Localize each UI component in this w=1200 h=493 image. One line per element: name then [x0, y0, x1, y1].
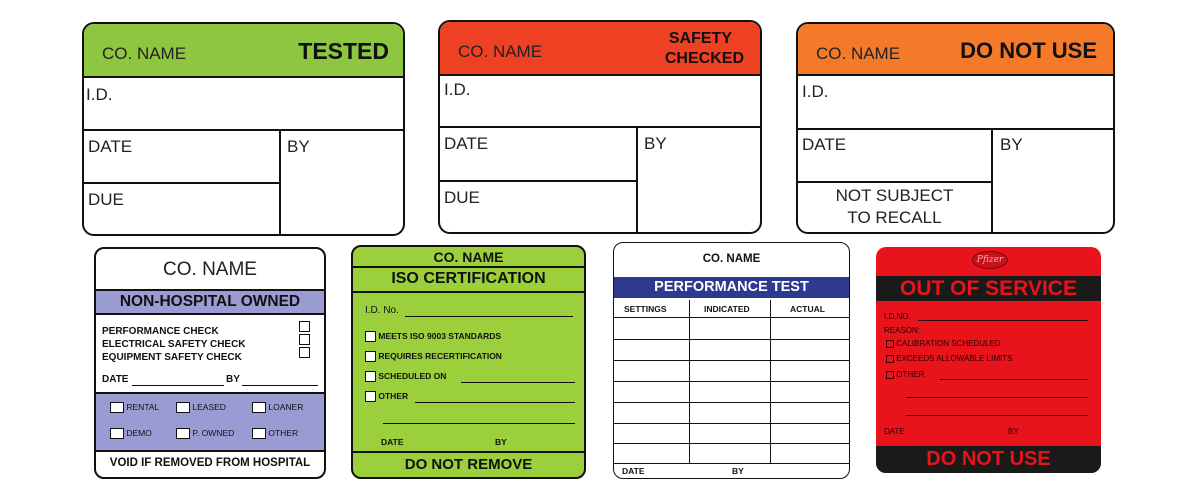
option-label: OTHER — [896, 370, 925, 379]
check-row — [102, 321, 312, 337]
do-not-use-label — [796, 22, 1115, 234]
by-field-label: BY — [226, 374, 240, 385]
table-row-line — [614, 402, 849, 403]
by-field-label: BY — [644, 134, 667, 153]
due-field-label: DUE — [444, 188, 480, 207]
column-header: ACTUAL — [790, 304, 825, 314]
by-field-label: BY — [1008, 427, 1019, 436]
checkbox[interactable] — [176, 402, 190, 413]
checkbox[interactable] — [252, 428, 266, 439]
by-field-label: BY — [732, 466, 744, 476]
id-field-label: I.D.NO. — [884, 312, 911, 321]
checkbox[interactable] — [886, 355, 894, 363]
footer-text: DO NOT REMOVE — [404, 456, 533, 473]
option-demo[interactable] — [110, 428, 152, 439]
option-label: LOANER — [268, 402, 304, 412]
company-name: CO. NAME — [163, 259, 257, 280]
due-field-label: DUE — [88, 190, 124, 209]
checkbox[interactable] — [176, 428, 190, 439]
divider — [84, 129, 403, 131]
checkbox[interactable] — [299, 334, 310, 345]
checkbox[interactable] — [110, 428, 124, 439]
performance-test-label — [613, 242, 850, 479]
logo-text: Pfizer — [976, 255, 1004, 265]
table-row-line — [614, 339, 849, 340]
item-label: REQUIRES RECERTIFICATION — [378, 351, 502, 361]
iso-certification-label — [351, 245, 586, 479]
checkbox[interactable] — [299, 321, 310, 332]
blank-line — [906, 397, 1088, 398]
id-field-label: I.D. — [444, 80, 471, 99]
divider — [991, 128, 993, 232]
divider — [636, 126, 638, 232]
date-field-label: DATE — [802, 135, 847, 154]
id-field-label: I.D. — [802, 82, 829, 101]
column-header: SETTINGS — [624, 304, 667, 314]
recall-note-line-1: NOT SUBJECT — [835, 186, 954, 205]
option-leased[interactable] — [176, 402, 226, 413]
divider — [84, 182, 280, 184]
check-label: ELECTRICAL SAFETY CHECK — [102, 339, 246, 350]
title-text: OUT OF SERVICE — [900, 277, 1077, 300]
table-row-line — [614, 381, 849, 382]
by-line — [242, 385, 318, 386]
title-text: ISO CERTIFICATION — [391, 270, 546, 287]
date-field-label: DATE — [622, 466, 645, 476]
checkbox[interactable] — [299, 347, 310, 358]
blank-line — [906, 415, 1088, 416]
reason-option[interactable] — [886, 339, 1001, 348]
option-label: LEASED — [192, 402, 226, 412]
check-label: PERFORMANCE CHECK — [102, 326, 219, 337]
checkbox[interactable] — [110, 402, 124, 413]
divider — [440, 180, 637, 182]
table-row-line — [614, 360, 849, 361]
safety-header — [440, 22, 760, 76]
id-line — [918, 320, 1088, 321]
option-label: DEMO — [126, 428, 152, 438]
status-text: DO NOT USE — [960, 38, 1097, 63]
item-label: OTHER — [378, 391, 409, 401]
checkbox[interactable] — [886, 340, 894, 348]
iso-item[interactable] — [365, 391, 408, 402]
table-row-line — [614, 443, 849, 444]
divider — [798, 181, 992, 183]
option-label: CALIBRATION SCHEDULED — [896, 339, 1001, 348]
id-field-label: I.D. No. — [365, 305, 399, 316]
by-field-label: BY — [1000, 135, 1023, 154]
checkbox[interactable] — [365, 371, 376, 382]
table-header-row — [614, 300, 849, 318]
reason-option[interactable] — [886, 354, 1012, 363]
company-name: CO. NAME — [816, 44, 901, 63]
logo-oval — [972, 251, 1008, 269]
scheduled-line — [461, 382, 575, 383]
date-field-label: DATE — [381, 437, 404, 447]
status-line-1: SAFETY — [668, 30, 732, 47]
non-hospital-owned-label — [94, 247, 326, 479]
check-row — [102, 334, 312, 350]
iso-item[interactable] — [365, 351, 502, 362]
option-label: P. OWNED — [192, 428, 235, 438]
footer-text: VOID IF REMOVED FROM HOSPITAL — [109, 457, 311, 469]
other-line — [415, 402, 575, 403]
check-list — [102, 321, 312, 363]
title-band — [96, 289, 324, 315]
recall-note — [798, 185, 991, 229]
other-line — [940, 379, 1088, 380]
iso-item[interactable] — [365, 371, 446, 382]
option-label: RENTAL — [126, 402, 160, 412]
footer-text: DO NOT USE — [926, 448, 1051, 470]
reason-option[interactable] — [886, 370, 924, 379]
id-field-label: I.D. — [86, 85, 113, 104]
check-label: EQUIPMENT SAFETY CHECK — [102, 352, 242, 363]
ownership-options — [96, 392, 324, 452]
item-label: SCHEDULED ON — [378, 371, 447, 381]
by-field-label: BY — [495, 437, 507, 447]
divider — [798, 128, 1113, 130]
option-rental[interactable] — [110, 402, 159, 413]
option-label: EXCEEDS ALLOWABLE LIMITS — [896, 354, 1013, 363]
footer-band — [876, 446, 1101, 473]
tested-label — [82, 22, 405, 236]
divider — [353, 291, 584, 293]
out-of-service-label — [876, 247, 1101, 473]
tested-header — [84, 24, 403, 78]
date-field-label: DATE — [444, 134, 489, 153]
reason-label: REASON: — [884, 326, 921, 335]
blank-line — [383, 423, 575, 424]
iso-item[interactable] — [365, 331, 501, 342]
company-name: CO. NAME — [433, 249, 504, 265]
company-name: CO. NAME — [702, 253, 761, 265]
column-header: INDICATED — [704, 304, 750, 314]
divider — [353, 266, 584, 268]
status-text: TESTED — [298, 38, 389, 64]
title-text: NON-HOSPITAL OWNED — [119, 293, 301, 310]
safety-checked-label — [438, 20, 762, 234]
table-row-line — [614, 423, 849, 424]
checkbox[interactable] — [365, 391, 376, 402]
table-row-line — [614, 463, 849, 464]
check-row — [102, 347, 312, 363]
status-line-2: CHECKED — [664, 50, 744, 67]
date-field-label: DATE — [88, 137, 133, 156]
id-line — [405, 316, 573, 317]
company-name: CO. NAME — [458, 42, 543, 61]
option-label: OTHER — [268, 428, 299, 438]
option-other[interactable] — [252, 428, 298, 439]
title-band — [614, 277, 849, 298]
date-line — [132, 385, 224, 386]
date-field-label: DATE — [102, 374, 129, 385]
by-field-label: BY — [287, 137, 310, 156]
divider — [353, 451, 584, 453]
title-band — [876, 276, 1101, 301]
checkbox[interactable] — [252, 402, 266, 413]
checkbox[interactable] — [886, 371, 894, 379]
recall-note-line-2: TO RECALL — [847, 208, 942, 227]
date-field-label: DATE — [884, 427, 905, 436]
do-not-use-header — [798, 24, 1113, 76]
title-text: PERFORMANCE TEST — [654, 279, 809, 295]
checkbox[interactable] — [365, 351, 376, 362]
checkbox[interactable] — [365, 331, 376, 342]
item-label: MEETS ISO 9003 STANDARDS — [378, 331, 502, 341]
option-p-owned[interactable] — [176, 428, 234, 439]
option-loaner[interactable] — [252, 402, 303, 413]
company-name: CO. NAME — [102, 44, 187, 63]
divider — [440, 126, 760, 128]
